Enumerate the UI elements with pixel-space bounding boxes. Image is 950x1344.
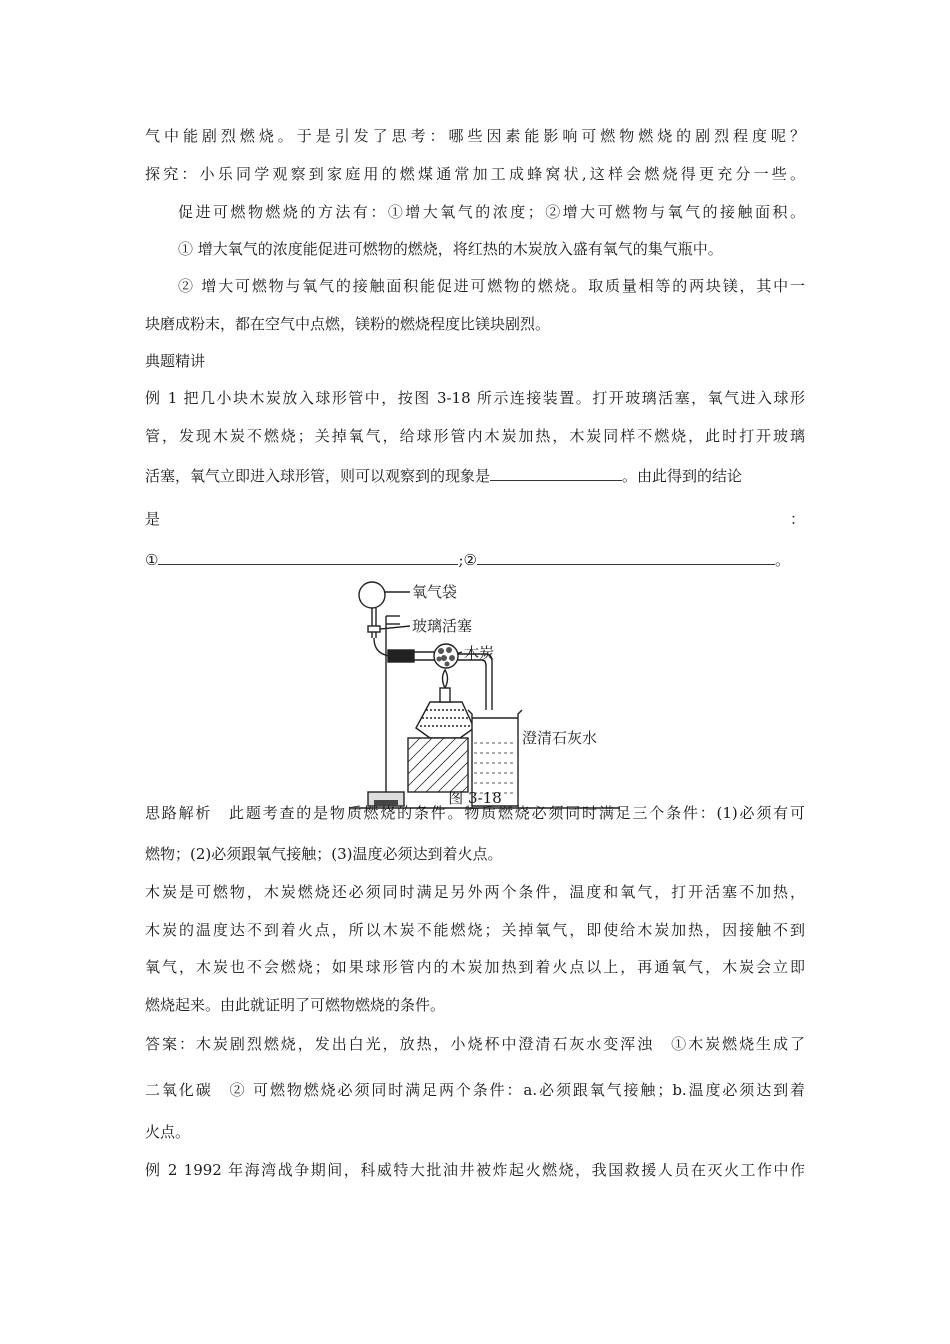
paragraph-line: 例 1 把几小块木炭放入球形管中，按图 3-18 所示连接装置。打开玻璃活塞，氧气进入球形 — [145, 389, 805, 407]
answer-blank-line — [145, 550, 805, 570]
paragraph-line: ① 增大氧气的浓度能促进可燃物的燃烧，将红热的木炭放入盛有氧气的集气瓶中。 — [178, 240, 723, 258]
paragraph-line: 木炭是可燃物，木炭燃烧还必须同时满足另外两个条件，温度和氧气，打开活塞不加热， — [145, 883, 805, 901]
oxygen-bag — [359, 582, 385, 608]
period-mark: 。 — [774, 551, 790, 569]
paragraph-line: 气中能剧烈燃烧。于是引发了思考：哪些因素能影响可燃物燃烧的剧烈程度呢？ — [145, 127, 805, 145]
label-glass-stopcock: 玻璃活塞 — [412, 617, 473, 635]
question-text: 活塞，氧气立即进入球形管，则可以观察到的现象是 — [145, 467, 491, 485]
paragraph-line: 管，发现木炭不燃烧；关掉氧气，给球形管内木炭加热，木炭同样不燃烧，此时打开玻璃 — [145, 427, 805, 445]
label-limewater: 澄清石灰水 — [522, 729, 598, 747]
paragraph-line: 二氧化碳 ② 可燃物燃烧必须同时满足两个条件：a.必须跟氧气接触；b.温度必须达到着 — [145, 1081, 805, 1099]
answer-blank[interactable] — [490, 466, 622, 481]
paragraph-line: 块磨成粉末，都在空气中点燃，镁粉的燃烧程度比镁块剧烈。 — [145, 315, 551, 333]
answer-blank[interactable] — [158, 550, 458, 565]
blank-number: ① — [145, 551, 159, 569]
question-line — [145, 466, 805, 486]
figure-caption: 图 3-18 — [448, 789, 502, 807]
section-heading: 典题精讲 — [145, 352, 206, 370]
paragraph-line: 燃烧起来。由此就证明了可燃物燃烧的条件。 — [145, 996, 446, 1014]
question-line — [145, 509, 805, 529]
paragraph-line: 火点。 — [145, 1123, 191, 1141]
paragraph-line: 促进可燃物燃烧的方法有：①增大氧气的浓度；②增大可燃物与氧气的接触面积。 — [178, 203, 805, 221]
paragraph-line: 答案：木炭剧烈燃烧，发出白光，放热，小烧杯中澄清石灰水变浑浊 ①木炭燃烧生成了 — [145, 1035, 805, 1053]
paragraph-line: 例 2 1992 年海湾战争期间，科威特大批油井被炸起火燃烧，我国救援人员在灭火工作中作 — [145, 1161, 805, 1179]
paragraph-line: 思路解析 此题考查的是物质燃烧的条件。物质燃烧必须同时满足三个条件：(1)必须有可 — [145, 804, 805, 822]
question-text: 。由此得到的结论 — [622, 467, 743, 485]
label-charcoal: 木炭 — [464, 644, 495, 662]
colon-mark: ： — [790, 510, 806, 528]
paragraph-line: 氧气，木炭也不会燃烧；如果球形管内的木炭加热到着火点以上，再通氧气，木炭会立即 — [145, 958, 805, 976]
question-text: 是 — [145, 510, 161, 528]
alcohol-lamp — [416, 702, 474, 738]
blank-number: ;② — [458, 551, 477, 569]
label-oxygen-bag: 氧气袋 — [412, 583, 458, 601]
paragraph-line: ② 增大可燃物与氧气的接触面积能促进可燃物的燃烧。取质量相等的两块镁，其中一 — [178, 277, 805, 295]
paragraph-line: 燃物；(2)必须跟氧气接触；(3)温度必须达到着火点。 — [145, 845, 503, 863]
apparatus-figure — [350, 578, 620, 814]
paragraph-line: 木炭的温度达不到着火点，所以木炭不能燃烧；关掉氧气，即使给木炭加热，因接触不到 — [145, 921, 805, 939]
paragraph-line: 探究：小乐同学观察到家庭用的燃煤通常加工成蜂窝状,这样会燃烧得更充分一些。 — [145, 165, 805, 183]
answer-blank[interactable] — [477, 550, 775, 565]
